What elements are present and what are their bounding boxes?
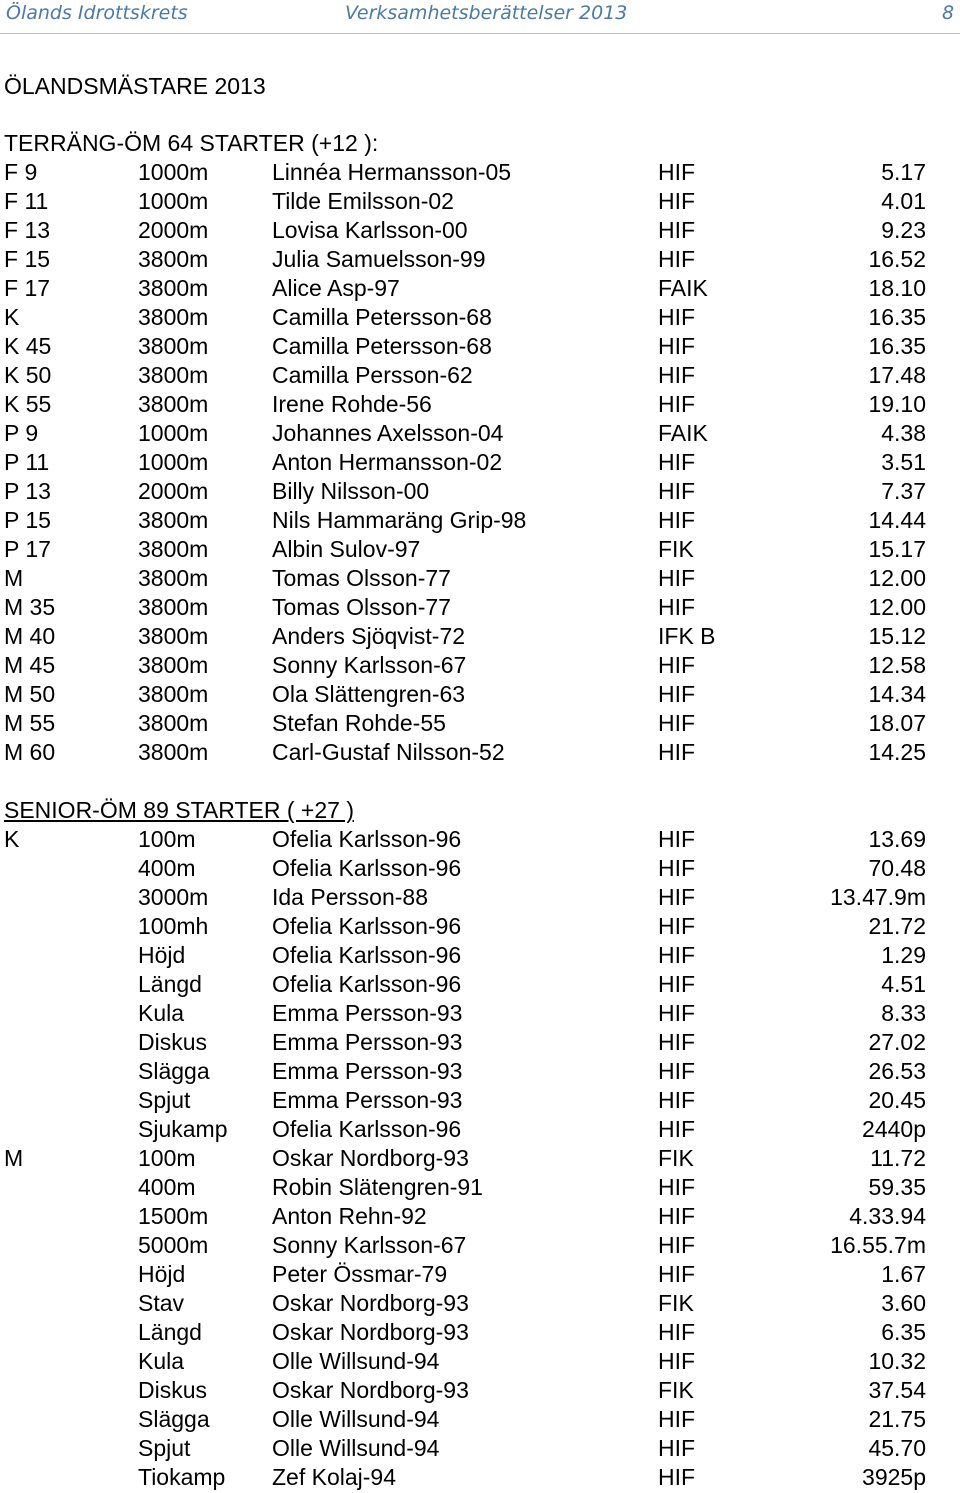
result-cell: 16.35 [868,304,926,330]
result-row [0,884,960,913]
class-cell: M 45 [4,652,56,678]
athlete-cell: Emma Persson-93 [272,1029,463,1055]
result-cell: 9.23 [881,217,926,243]
result-cell: 59.35 [868,1174,926,1200]
class-cell: P 13 [4,478,51,504]
club-cell: HIF [658,217,696,243]
result-cell: 4.51 [881,971,926,997]
athlete-cell: Johannes Axelsson-04 [272,420,504,446]
result-row [0,1319,960,1348]
class-cell: M 40 [4,623,56,649]
result-cell: 17.48 [868,362,926,388]
result-cell: 16.52 [868,246,926,272]
result-cell: 21.75 [868,1406,926,1432]
event-cell: 100m [138,1145,196,1171]
athlete-cell: Oskar Nordborg-93 [272,1377,469,1403]
result-row [0,1058,960,1087]
result-row [0,855,960,884]
event-cell: Längd [138,971,202,997]
club-cell: HIF [658,710,696,736]
athlete-cell: Carl-Gustaf Nilsson-52 [272,739,505,765]
club-cell: HIF [658,1319,696,1345]
athlete-cell: Ofelia Karlsson-96 [272,942,462,968]
result-row [0,739,960,768]
club-cell: HIF [658,391,696,417]
result-cell: 12.00 [868,594,926,620]
result-row [0,333,960,362]
result-cell: 18.07 [868,710,926,736]
athlete-cell: Tilde Emilsson-02 [272,188,454,214]
event-cell: Spjut [138,1087,191,1113]
class-cell: F 11 [4,188,49,214]
result-row [0,304,960,333]
result-cell: 3.51 [881,449,926,475]
result-row [0,246,960,275]
header-divider [0,33,960,34]
club-cell: HIF [658,1232,696,1258]
athlete-cell: Stefan Rohde-55 [272,710,446,736]
athlete-cell: Ofelia Karlsson-96 [272,826,462,852]
result-cell: 16.35 [868,333,926,359]
athlete-cell: Lovisa Karlsson-00 [272,217,468,243]
club-cell: HIF [658,594,696,620]
event-cell: 3800m [138,507,209,533]
result-row [0,188,960,217]
athlete-cell: Ida Persson-88 [272,884,428,910]
result-cell: 21.72 [868,913,926,939]
club-cell: HIF [658,652,696,678]
event-cell: Kula [138,1348,185,1374]
result-cell: 14.44 [868,507,926,533]
result-row [0,1261,960,1290]
athlete-cell: Oskar Nordborg-93 [272,1145,469,1171]
athlete-cell: Ofelia Karlsson-96 [272,913,462,939]
result-cell: 37.54 [868,1377,926,1403]
result-cell: 27.02 [868,1029,926,1055]
club-cell: HIF [658,246,696,272]
event-cell: Spjut [138,1435,191,1461]
event-cell: 3800m [138,333,209,359]
event-cell: Tiokamp [138,1464,226,1490]
club-cell: FAIK [658,275,708,301]
result-cell: 15.12 [868,623,926,649]
section-heading: TERRÄNG-ÖM 64 STARTER (+12 ): [4,130,379,156]
athlete-cell: Olle Willsund-94 [272,1406,440,1432]
result-row [0,1348,960,1377]
result-cell: 2440p [862,1116,926,1142]
club-cell: HIF [658,942,696,968]
club-cell: HIF [658,507,696,533]
header-document-title: Verksamhetsberättelser 2013 [345,2,628,24]
result-cell: 70.48 [868,855,926,881]
athlete-cell: Nils Hammaräng Grip-98 [272,507,527,533]
result-cell: 1.67 [881,1261,926,1287]
result-row [0,362,960,391]
club-cell: HIF [658,333,696,359]
result-cell: 45.70 [868,1435,926,1461]
result-cell: 12.00 [868,565,926,591]
event-cell: 3800m [138,246,209,272]
club-cell: HIF [658,188,696,214]
event-cell: 3800m [138,739,209,765]
club-cell: HIF [658,362,696,388]
club-cell: HIF [658,1174,696,1200]
club-cell: FIK [658,1145,694,1171]
event-cell: 3800m [138,536,209,562]
club-cell: FAIK [658,420,708,446]
event-cell: Stav [138,1290,185,1316]
athlete-cell: Emma Persson-93 [272,1058,463,1084]
athlete-cell: Olle Willsund-94 [272,1435,440,1461]
result-cell: 4.38 [881,420,926,446]
athlete-cell: Anton Hermansson-02 [272,449,503,475]
class-cell: F 17 [4,275,51,301]
result-cell: 7.37 [881,478,926,504]
athlete-cell: Sonny Karlsson-67 [272,652,467,678]
athlete-cell: Ola Slättengren-63 [272,681,466,707]
event-cell: Sjukamp [138,1116,228,1142]
class-cell: F 9 [4,159,38,185]
club-cell: HIF [658,1029,696,1055]
event-cell: Diskus [138,1029,208,1055]
event-cell: 3800m [138,652,209,678]
result-cell: 13.69 [868,826,926,852]
club-cell: HIF [658,1435,696,1461]
class-cell: M 60 [4,739,56,765]
result-row [0,1290,960,1319]
athlete-cell: Peter Össmar-79 [272,1261,448,1287]
class-cell: M 50 [4,681,56,707]
event-cell: Diskus [138,1377,208,1403]
result-cell: 6.35 [881,1319,926,1345]
club-cell: HIF [658,565,696,591]
result-cell: 10.32 [868,1348,926,1374]
result-cell: 3.60 [881,1290,926,1316]
event-cell: 400m [138,855,196,881]
event-cell: 3800m [138,681,209,707]
class-cell: K [4,304,20,330]
club-cell: HIF [658,1261,696,1287]
class-cell: K 55 [4,391,52,417]
event-cell: 5000m [138,1232,209,1258]
athlete-cell: Emma Persson-93 [272,1000,463,1026]
class-cell: K 45 [4,333,52,359]
result-row [0,1087,960,1116]
result-cell: 19.10 [868,391,926,417]
result-cell: 12.58 [868,652,926,678]
event-cell: 3800m [138,710,209,736]
athlete-cell: Ofelia Karlsson-96 [272,855,462,881]
club-cell: HIF [658,1058,696,1084]
result-row [0,1406,960,1435]
result-row [0,942,960,971]
event-cell: 2000m [138,478,209,504]
result-row [0,478,960,507]
athlete-cell: Oskar Nordborg-93 [272,1290,469,1316]
athlete-cell: Camilla Petersson-68 [272,304,492,330]
club-cell: HIF [658,1116,696,1142]
athlete-cell: Tomas Olsson-77 [272,594,451,620]
result-cell: 5.17 [881,159,926,185]
result-row [0,565,960,594]
result-row [0,1435,960,1464]
page-header [0,0,960,26]
result-cell: 15.17 [868,536,926,562]
page-title: ÖLANDSMÄSTARE 2013 [4,73,266,99]
result-cell: 11.72 [870,1145,926,1171]
result-row [0,1203,960,1232]
athlete-cell: Linnéa Hermansson-05 [272,159,512,185]
event-cell: Slägga [138,1058,210,1084]
result-row [0,1029,960,1058]
event-cell: Längd [138,1319,202,1345]
result-row [0,594,960,623]
club-cell: HIF [658,913,696,939]
header-organization: Ölands Idrottskrets [6,2,188,24]
result-row [0,449,960,478]
club-cell: HIF [658,1000,696,1026]
class-cell: F 15 [4,246,51,272]
result-row [0,507,960,536]
result-row [0,710,960,739]
club-cell: HIF [658,1348,696,1374]
event-cell: Slägga [138,1406,210,1432]
event-cell: 1000m [138,449,209,475]
athlete-cell: Emma Persson-93 [272,1087,463,1113]
result-cell: 4.33.94 [849,1203,926,1229]
result-cell: 16.55.7m [830,1232,926,1258]
class-cell: P 9 [4,420,39,446]
event-cell: 3800m [138,304,209,330]
club-cell: HIF [658,971,696,997]
result-cell: 20.45 [868,1087,926,1113]
athlete-cell: Sonny Karlsson-67 [272,1232,467,1258]
class-cell: P 11 [4,449,50,475]
result-cell: 14.25 [868,739,926,765]
header-page-number: 8 [942,2,955,24]
event-cell: Höjd [138,942,186,968]
club-cell: HIF [658,304,696,330]
event-cell: 2000m [138,217,209,243]
club-cell: HIF [658,159,696,185]
athlete-cell: Alice Asp-97 [272,275,400,301]
athlete-cell: Zef Kolaj-94 [272,1464,397,1490]
event-cell: 3800m [138,275,209,301]
result-row [0,1000,960,1029]
class-cell: P 15 [4,507,51,533]
class-cell: M 35 [4,594,56,620]
athlete-cell: Camilla Persson-62 [272,362,473,388]
section-heading: SENIOR-ÖM 89 STARTER ( +27 ) [4,797,354,823]
athlete-cell: Julia Samuelsson-99 [272,246,486,272]
result-row [0,1232,960,1261]
result-row [0,275,960,304]
club-cell: HIF [658,1203,696,1229]
athlete-cell: Camilla Petersson-68 [272,333,492,359]
result-row [0,623,960,652]
result-row [0,159,960,188]
class-cell: K 50 [4,362,52,388]
event-cell: 400m [138,1174,196,1200]
club-cell: HIF [658,855,696,881]
result-row [0,913,960,942]
club-cell: HIF [658,1464,696,1490]
result-row [0,1377,960,1406]
result-cell: 18.10 [868,275,926,301]
result-row [0,681,960,710]
result-cell: 4.01 [881,188,926,214]
athlete-cell: Anton Rehn-92 [272,1203,427,1229]
result-cell: 8.33 [881,1000,926,1026]
athlete-cell: Irene Rohde-56 [272,391,432,417]
athlete-cell: Olle Willsund-94 [272,1348,440,1374]
class-cell: P 17 [4,536,51,562]
club-cell: FIK [658,1290,694,1316]
result-row [0,1145,960,1174]
athlete-cell: Billy Nilsson-00 [272,478,430,504]
club-cell: FIK [658,1377,694,1403]
result-cell: 1.29 [881,942,926,968]
event-cell: 100mh [138,913,209,939]
event-cell: Höjd [138,1261,186,1287]
athlete-cell: Ofelia Karlsson-96 [272,1116,462,1142]
result-row [0,826,960,855]
event-cell: 100m [138,826,196,852]
club-cell: HIF [658,449,696,475]
event-cell: 1000m [138,420,209,446]
event-cell: 3800m [138,391,209,417]
event-cell: Kula [138,1000,185,1026]
event-cell: 1000m [138,159,209,185]
result-row [0,971,960,1000]
athlete-cell: Oskar Nordborg-93 [272,1319,469,1345]
result-row [0,652,960,681]
club-cell: HIF [658,681,696,707]
club-cell: HIF [658,884,696,910]
club-cell: HIF [658,739,696,765]
event-cell: 3800m [138,623,209,649]
athlete-cell: Ofelia Karlsson-96 [272,971,462,997]
athlete-cell: Robin Slätengren-91 [272,1174,483,1200]
event-cell: 1000m [138,188,209,214]
athlete-cell: Anders Sjöqvist-72 [272,623,466,649]
result-cell: 14.34 [868,681,926,707]
class-cell: F 13 [4,217,51,243]
event-cell: 3800m [138,362,209,388]
club-cell: HIF [658,1087,696,1113]
club-cell: HIF [658,1406,696,1432]
event-cell: 1500m [138,1203,209,1229]
class-cell: M [4,565,24,591]
event-cell: 3800m [138,594,209,620]
result-cell: 26.53 [868,1058,926,1084]
result-cell: 13.47.9m [830,884,926,910]
class-cell: K [4,826,20,852]
result-row [0,536,960,565]
result-row [0,420,960,449]
club-cell: HIF [658,826,696,852]
club-cell: FIK [658,536,694,562]
result-row [0,217,960,246]
result-cell: 3925p [862,1464,926,1490]
athlete-cell: Tomas Olsson-77 [272,565,451,591]
class-cell: M 55 [4,710,56,736]
class-cell: M [4,1145,24,1171]
event-cell: 3000m [138,884,209,910]
result-row [0,1174,960,1203]
result-row [0,1116,960,1145]
club-cell: HIF [658,478,696,504]
result-row [0,391,960,420]
result-row [0,1464,960,1493]
event-cell: 3800m [138,565,209,591]
athlete-cell: Albin Sulov-97 [272,536,421,562]
club-cell: IFK B [658,623,716,649]
